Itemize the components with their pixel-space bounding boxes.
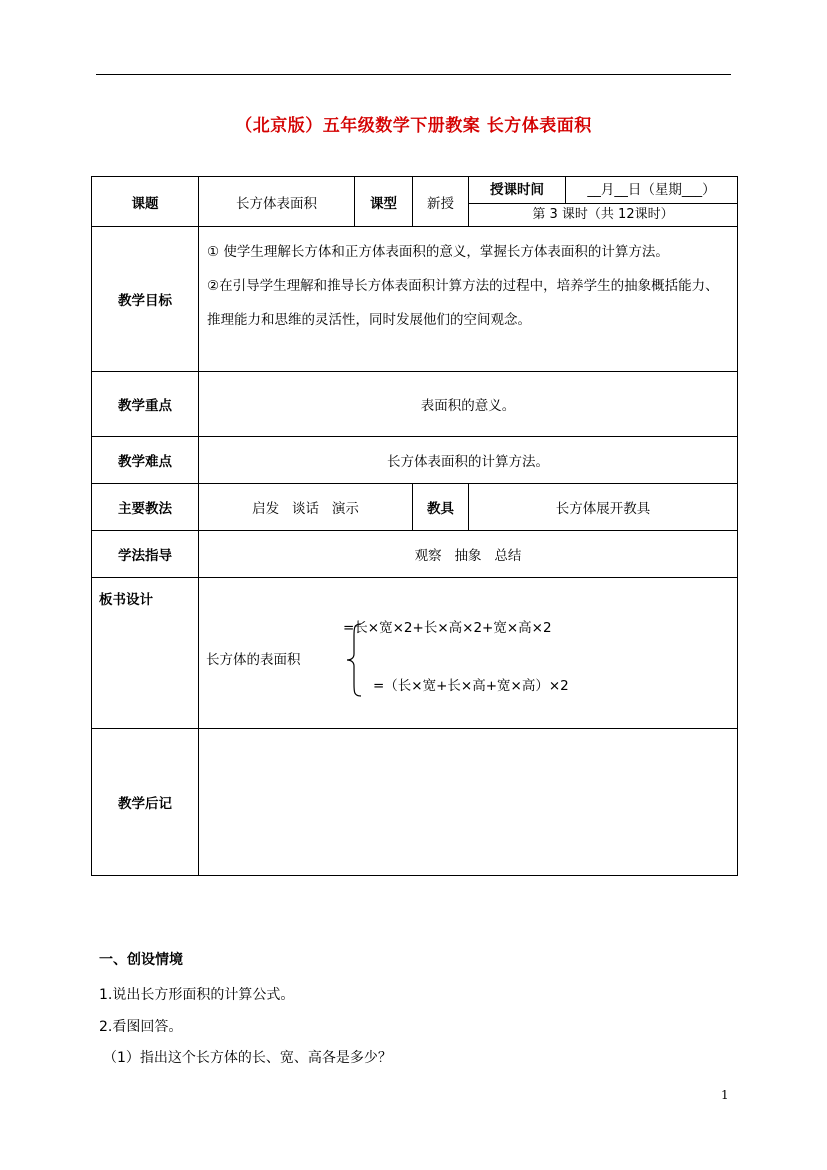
guide-value: 观察 抽象 总结 [199,531,738,578]
goal-2: ②在引导学生理解和推导长方体表面积计算方法的过程中，培养学生的抽象概括能力、推理能力和思维的灵活性，同时发展他们的空间观念。 [207,278,719,328]
time-cell [469,177,738,227]
goals-cell [199,227,738,372]
document-title: （北京版）五年级数学下册教案 长方体表面积 [235,116,592,136]
body-item-3: （1）指出这个长方体的长、宽、高各是多少？ [103,1050,392,1066]
method-value: 启发 谈话 演示 [199,484,413,531]
type-label: 课型 [355,177,413,227]
body-item-1: 1.说出长方形面积的计算公式。 [99,987,295,1003]
lesson-plan-table [91,176,738,876]
tools-value: 长方体展开教具 [469,484,738,531]
page-number: 1 [721,1088,729,1102]
method-label: 主要教法 [92,484,199,531]
difficulty-value: 长方体表面积的计算方法。 [199,437,738,484]
guide-label: 学法指导 [92,531,199,578]
header-rule [96,74,731,75]
board-cell [199,578,738,729]
key-point-label: 教学重点 [92,372,199,437]
board-subject: 长方体的表面积 [206,652,301,668]
difficulty-label: 教学难点 [92,437,199,484]
topic-label: 课题 [92,177,199,227]
key-point-value: 表面积的意义。 [199,372,738,437]
reflection-cell [199,729,738,876]
reflection-label: 教学后记 [92,729,199,876]
board-formula-2: =（长×宽+长×高+宽×高）×2 [373,678,569,694]
section-heading: 一、创设情境 [99,952,183,968]
board-formula-1: =长×宽×2+长×高×2+宽×高×2 [343,620,552,636]
goals-label: 教学目标 [92,227,199,372]
time-label: 授课时间 [469,177,566,203]
time-value: __月__日（星期___） [587,182,716,198]
topic-value: 长方体表面积 [199,177,355,227]
body-item-2: 2.看图回答。 [99,1019,183,1035]
goal-1: ① 使学生理解长方体和正方体表面积的意义，掌握长方体表面积的计算方法。 [207,244,669,260]
tools-label: 教具 [413,484,469,531]
type-value: 新授 [413,177,469,227]
board-label: 板书设计 [92,578,199,729]
curly-brace-icon [344,622,364,698]
period-value: 第 3 课时（共 12课时） [532,207,674,222]
